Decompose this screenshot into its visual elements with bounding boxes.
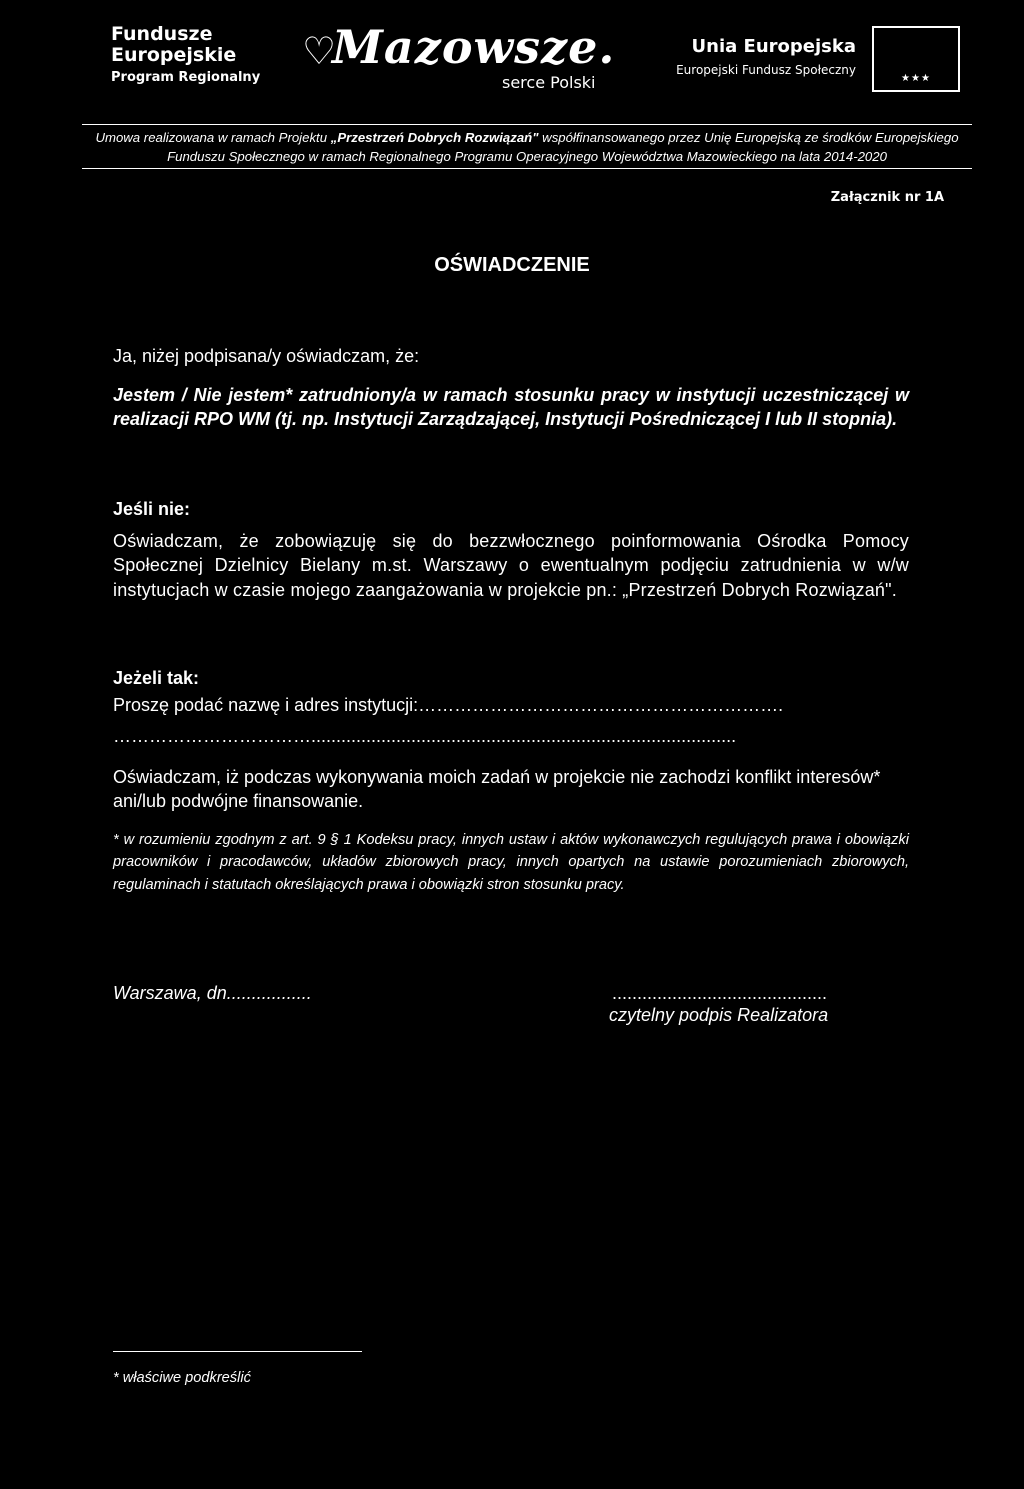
signature-label: czytelny podpis Realizatora [609, 1005, 829, 1025]
footer-note: * właściwe podkreślić [113, 1370, 251, 1386]
fundusze-europejskie-logo [111, 24, 260, 86]
signature-line: ........................................... [612, 983, 828, 1003]
logo-line: Program Regionalny [111, 70, 261, 85]
if-yes-heading: Jeżeli tak: [113, 668, 200, 688]
page-title: OŚWIADCZENIE [434, 254, 590, 276]
institution-dots: ……………………………………………………. [418, 695, 784, 715]
header-rule-top [82, 124, 972, 125]
attachment-number: Załącznik nr 1A [830, 190, 944, 205]
header-note-project: „Przestrzeń Dobrych Rozwiązań" [330, 130, 539, 145]
conflict-statement: Oświadczam, iż podczas wykonywania moich zadań w projekcie nie zachodzi konflikt interesów* ani/lub podwójne finansowanie. [113, 767, 881, 812]
logo-line: Europejski Fundusz Społeczny [676, 63, 856, 77]
employment-statement: Jestem / Nie jestem* zatrudniony/a w ramach stosunku pracy w instytucji uczestniczącej w realizacji RPO WM (tj. np. Instytucji Zarządzającej, Instytucji Pośredniczącej I lub II stopnia). [113, 385, 909, 430]
logo-line: Europejskie [111, 44, 237, 66]
header-note-part2: współfinansowanego przez Unię Europejską ze środków Europejskiego Funduszu Społecznego w ramach Regionalnego Programu Operacyjnego Województwa Mazowieckiego na lata 2014-2020 [167, 130, 959, 164]
institution-dots-line: ……………………………..................................................................................... [113, 726, 737, 746]
heart-icon: ♡ [302, 31, 337, 73]
logo-line: Fundusze [111, 23, 213, 45]
institution-prompt: Proszę podać nazwę i adres instytucji: [113, 695, 419, 715]
institution-field [113, 695, 783, 716]
unia-europejska-logo [666, 36, 856, 78]
logo-line: Unia Europejska [691, 36, 856, 57]
if-no-heading: Jeśli nie: [113, 499, 191, 519]
eu-flag-icon [872, 26, 960, 92]
mazowsze-wordmark: Mazowsze. [332, 20, 616, 74]
intro-text: Ja, niżej podpisana/y oświadczam, że: [113, 346, 420, 366]
place-date-field: Warszawa, dn................. [113, 983, 312, 1003]
header-note-part1: Umowa realizowana w ramach Projektu [95, 130, 331, 145]
if-no-text: Oświadczam, że zobowiązuję się do bezzwłocznego poinformowania Ośrodka Pomocy Społecznej Dzielnicy Bielany m.st. Warszawy o ewentualnym podjęciu zatrudnienia w w/w instytucjach w czasie mojego zaangażowania w projekcie pn.: „Przestrzeń Dobrych Rozwiązań". [113, 531, 909, 600]
mazowsze-tagline: serce Polski [502, 73, 596, 92]
header-rule-bottom [82, 168, 972, 169]
project-header-note [82, 128, 972, 166]
footnote-rule [113, 1351, 362, 1352]
eu-stars: ★★★ [901, 73, 931, 84]
mazowsze-logo [302, 20, 616, 92]
footnote-definition: * w rozumieniu zgodnym z art. 9 § 1 Kodeksu pracy, innych ustaw i aktów wykonawczych regulujących prawa i obowiązki pracowników i pracodawców, układów zbiorowych pracy, innych opartych na ustawie porozumieniach zbiorowych, regulaminach i statutach określających prawa i obowiązki stron stosunku pracy. [113, 832, 909, 893]
